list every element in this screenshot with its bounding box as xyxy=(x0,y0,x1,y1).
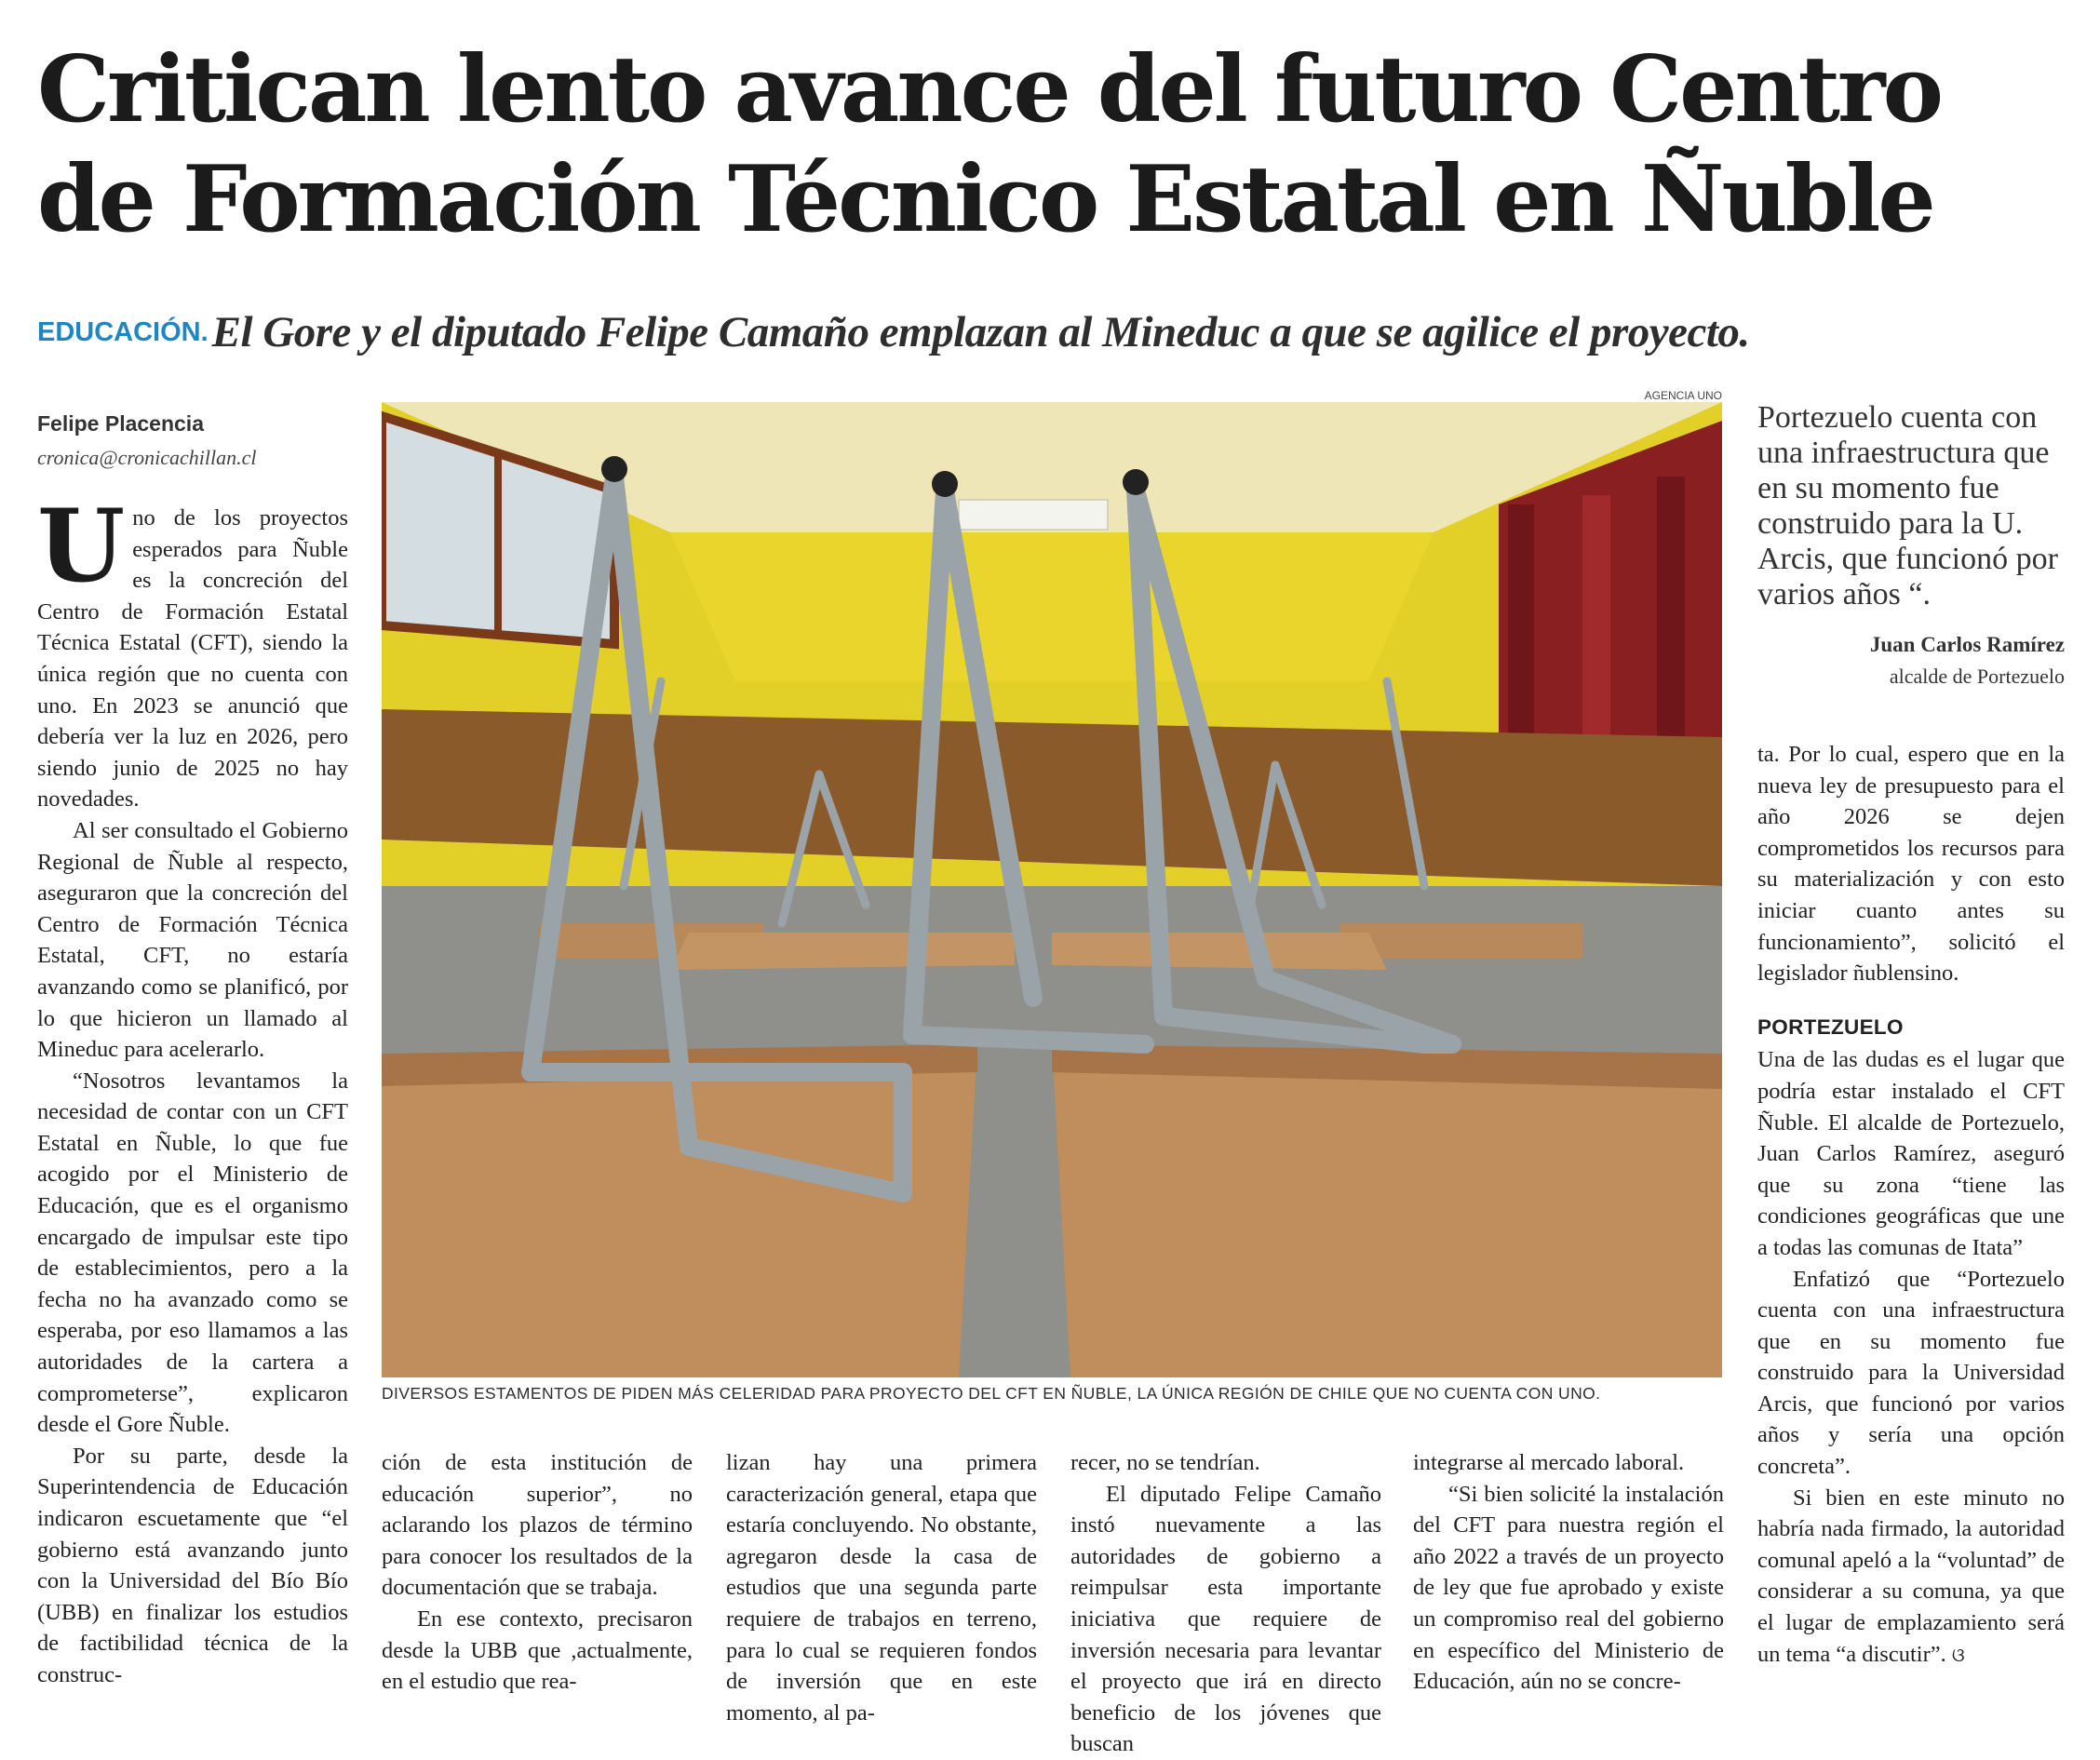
paragraph: lizan hay una primera caracterización general, etapa que estaría concluyendo. No obstante, agregaron desde la casa de estudios que una segunda parte requiere de trabajos en terreno, para lo cual se requieren fondos de inversión que en este momento, al pa- xyxy=(726,1450,1037,1726)
end-mark-icon: ଓ xyxy=(1951,1643,1965,1666)
paragraph: recer, no se tendrían. xyxy=(1070,1450,1260,1475)
paragraph: integrarse al mercado laboral. xyxy=(1413,1450,1685,1475)
paragraph: “Nosotros levantamos la necesidad de contar con un CFT Estatal en Ñuble, lo que fue acogido por el Ministerio de Educación, que es el organismo encargado de impulsar este tipo de establecimientos, pero a la fecha no ha avanzado como se esperaba, por eso llamamos a las autoridades de la cartera a comprometerse”, explicaron desde el Gore Ñuble. xyxy=(37,1068,348,1438)
body-column-2 xyxy=(382,1447,693,1698)
photo-credit: AGENCIA UNO xyxy=(1644,389,1722,402)
pull-quote: Portezuelo cuenta con una infraestructura que en su momento fue construido para la U. Arcis, que funcionó por varios años “. xyxy=(1757,400,2058,611)
section-label: EDUCACIÓN. xyxy=(37,317,209,347)
photo-caption: DIVERSOS ESTAMENTOS DE PIDEN MÁS CELERIDAD PARA PROYECTO DEL CFT EN ÑUBLE, LA ÚNICA REGIÓN DE CHILE QUE NO CUENTA CON UNO. xyxy=(382,1384,1601,1403)
paragraph xyxy=(1757,1483,2065,1672)
paragraph-text: no de los proyectos esperados para Ñuble es la concreción del Centro de Formación Estatal Técnica Estatal (CFT), siendo la única región que no cuenta con uno. En 2023 se anunció que debería ver la luz en 2026, pero siendo junio de 2025 no hay novedades. xyxy=(37,505,348,813)
paragraph: ta. Por lo cual, espero que en la nueva ley de presupuesto para el año 2026 se dejen comprometidos los recursos para su materialización y con esto iniciar cuanto antes su funcionamiento”, solicitó el legislador ñublensino. xyxy=(1757,742,2065,987)
subhead: PORTEZUELO xyxy=(1757,1014,1904,1039)
paragraph-text: Si bien en este minuto no habría nada firmado, la autoridad comunal apeló a la “voluntad” de considerar a su comuna, ya que el lugar de emplazamiento será un tema “a discutir”. xyxy=(1757,1485,2065,1667)
author-email: cronica@cronicachillan.cl xyxy=(37,446,257,469)
headline xyxy=(37,35,2066,255)
byline xyxy=(37,411,354,470)
body-column-6 xyxy=(1757,739,2065,1671)
deck: El Gore y el diputado Felipe Camaño emplazan al Mineduc a que se agilice el proyecto. xyxy=(211,308,1750,356)
drop-cap: U xyxy=(37,488,126,605)
classroom-photo xyxy=(382,402,1722,1377)
paragraph: Al ser consultado el Gobierno Regional de Ñuble al respecto, aseguraron que la concreción del Centro de Formación Técnica Estatal, CFT, no estaría avanzando como se planificó, por lo que hicieron un llamado al Mineduc para acelerarlo. xyxy=(37,817,348,1063)
paragraph: ción de esta institución de educación superior”, no aclarando los plazos de término para conocer los resultados de la documentación que se trabaja. xyxy=(382,1450,693,1601)
headline-line-1: Critican lento avance del futuro Centro xyxy=(37,36,1941,143)
paragraph xyxy=(37,488,348,815)
paragraph: Por su parte, desde la Superintendencia de Educación indicaron escuetamente que “el gobierno está avanzando junto con la Universidad del Bío Bío (UBB) en finalizar los estudios de factibilidad técnica de la construc- xyxy=(37,1443,348,1687)
pull-quote-role: alcalde de Portezuelo xyxy=(1889,665,2065,688)
body-column-5 xyxy=(1413,1447,1724,1698)
paragraph: Una de las dudas es el lugar que podría estar instalado el CFT Ñuble. El alcalde de Portezuelo, Juan Carlos Ramírez, aseguró que su zona “tiene las condiciones geográficas que une a todas las comunas de Itata” xyxy=(1757,1047,2065,1260)
lead xyxy=(37,307,2076,357)
paragraph: Enfatizó que “Portezuelo cuenta con una infraestructura que en su momento fue construido para la Universidad Arcis, que funcionó por varios años y sería una opción concreta”. xyxy=(1757,1266,2065,1480)
headline-line-2: de Formación Técnico Estatal en Ñuble xyxy=(37,146,1933,253)
paragraph: El diputado Felipe Camaño instó nuevamente a las autoridades de gobierno a reimpulsar esta importante iniciativa que requiere de inversión necesaria para levantar el proyecto que irá en directo beneficio de los jóvenes que buscan xyxy=(1070,1481,1381,1757)
author-name: Felipe Placencia xyxy=(37,411,204,436)
paragraph: En ese contexto, precisaron desde la UBB que ,actualmente, en el estudio que rea- xyxy=(382,1605,693,1695)
body-column-4 xyxy=(1070,1447,1381,1760)
body-column-1 xyxy=(37,488,348,1691)
pull-quote-name: Juan Carlos Ramírez xyxy=(1869,633,2065,656)
body-column-3 xyxy=(726,1447,1037,1728)
classroom-illustration xyxy=(382,402,1722,1377)
paragraph: “Si bien solicité la instalación del CFT para nuestra región el año 2022 a través de un proyecto de ley que fue aprobado y existe un compromiso real del gobierno en específico del Ministerio de Educación, aún no se concre- xyxy=(1413,1481,1724,1695)
